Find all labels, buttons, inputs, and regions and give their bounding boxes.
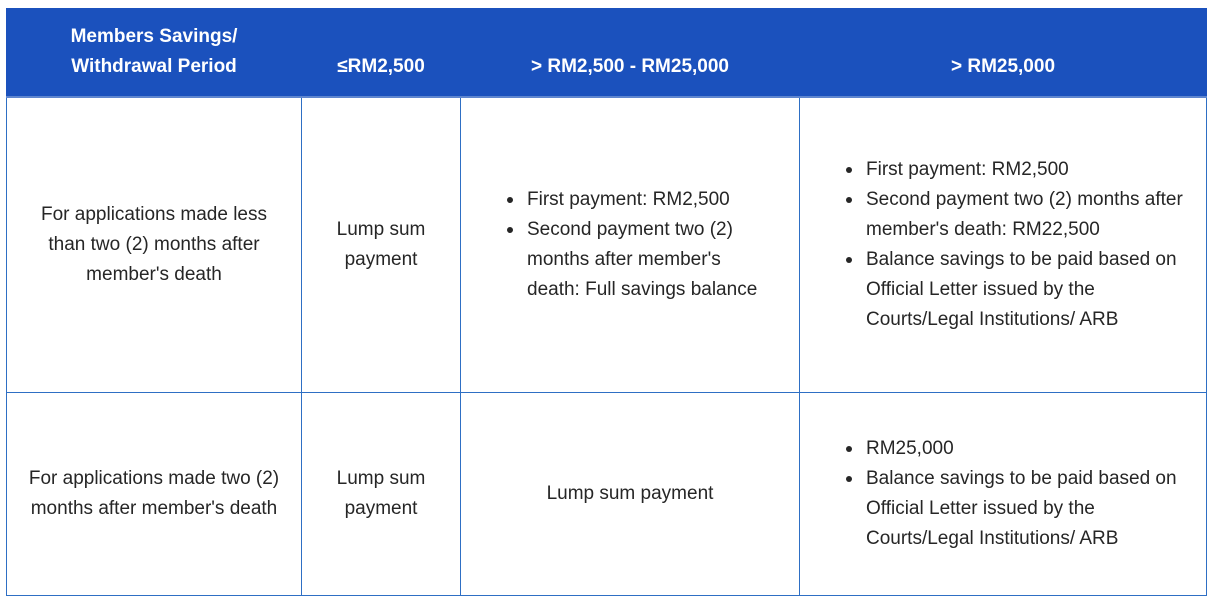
table-header [7,8,1207,97]
tier1-cell: Lump sum payment [302,392,461,595]
tier3-cell [800,392,1207,595]
list-item [844,155,1190,185]
tier3-bullet-list [844,155,1190,335]
list-item [844,245,1190,335]
tier2-cell [461,97,800,392]
table-row [7,97,1207,392]
header-tier-2500-25000: > RM2,500 - RM25,000 [461,8,800,97]
bullet-text: Second payment two (2) months after member's death: Full savings balance [527,218,758,300]
bullet-icon [846,257,852,263]
list-item [844,464,1190,554]
bullet-icon [507,197,513,203]
header-tier-upto-2500: ≤RM2,500 [302,8,461,97]
list-item [844,185,1190,245]
header-tier-above-25000: > RM25,000 [800,8,1207,97]
bullet-text: RM25,000 [866,437,954,459]
tier3-bullet-list [844,434,1190,554]
bullet-text: Second payment two (2) months after member's death: RM22,500 [866,188,1183,240]
bullet-text: Balance savings to be paid based on Official Letter issued by the Courts/Legal Institutions/ ARB [866,467,1177,549]
bullet-icon [507,227,513,233]
table-row [7,392,1207,595]
bullet-icon [846,197,852,203]
bullet-text: First payment: RM2,500 [527,188,730,210]
list-item [505,185,777,215]
bullet-icon [846,476,852,482]
withdrawal-schedule-table [6,8,1207,596]
tier1-cell: Lump sum payment [302,97,461,392]
table-body [7,97,1207,595]
bullet-text: First payment: RM2,500 [866,158,1069,180]
tier3-cell [800,97,1207,392]
bullet-text: Balance savings to be paid based on Official Letter issued by the Courts/Legal Institutions/ ARB [866,248,1177,330]
list-item [505,215,777,305]
period-cell: For applications made less than two (2) months after member's death [7,97,302,392]
bullet-icon [846,446,852,452]
tier2-cell: Lump sum payment [461,392,800,595]
bullet-icon [846,167,852,173]
header-period: Members Savings/ Withdrawal Period [7,8,302,97]
period-cell: For applications made two (2) months after member's death [7,392,302,595]
tier2-bullet-list [505,185,777,305]
list-item [844,434,1190,464]
header-row [7,8,1207,97]
